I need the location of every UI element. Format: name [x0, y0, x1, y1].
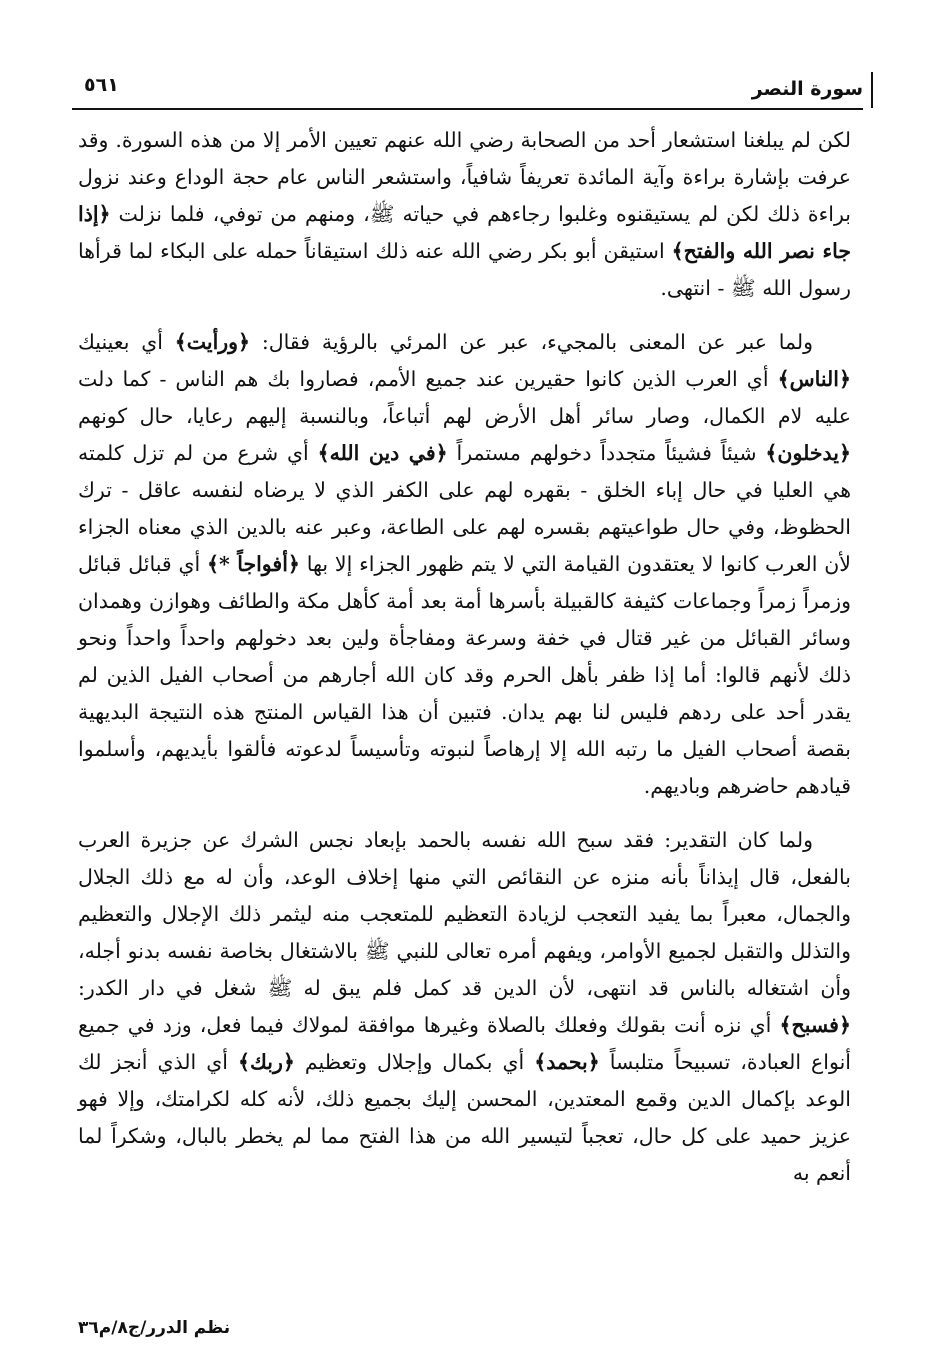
- page-header: [72, 68, 863, 110]
- paragraph: [78, 324, 851, 805]
- quran-quote: ﴿فسبح﴾: [779, 1013, 851, 1037]
- quran-quote: ﴿بحمد﴾: [534, 1050, 600, 1074]
- text-segment: أي بكمال وإجلال وتعظيم: [294, 1050, 535, 1074]
- text-segment: لكن لم يبلغنا استشعار أحد من الصحابة رضي الله عنهم تعيين الأمر إلا من هذه السورة. وقد عرفت بإشارة براءة وآية المائدة تعريفاً شافياً، واستشعر الناس عام حجة الوداع وعند نزول براءة ذلك لكن لم يستيقنوه وغلبوا رجاءهم في حياته ﷺ، ومنهم من توفي، فلما نزلت: [78, 128, 851, 226]
- text-segment: أي العرب الذين كانوا حقيرين عند جميع الأمم، فصاروا بك هم الناس - كما دلت عليه لام الكمال، وصار سائر أهل الأرض لهم أتباعاً، وبالنسبة إليهم رعايا، حال كونهم: [78, 367, 851, 428]
- text-segment: أي نزه أنت بقولك وفعلك بالصلاة وغيرها موافقة لمولاك فيما فعل، وزد في جميع أنواع العبادة، تسبيحاً متلبساً: [78, 1013, 851, 1074]
- quran-quote: ﴿أفواجاً *﴾: [207, 552, 300, 576]
- page-number: ٥٦١: [84, 74, 119, 96]
- text-segment: ولما عبر عن المعنى بالمجيء، عبر عن المرئي بالرؤية فقال:: [250, 330, 813, 354]
- text-segment: أي قبائل قبائل وزمراً زمراً وجماعات كثيفة كالقبيلة بأسرها أمة بعد أمة كأهل مكة والطائف وهوازن وهمدان وسائر القبائل من غير قتال في خفة وسرعة ومفاجأة ولين بعد دخولهم واحداً واحداً ونحو ذلك لأنهم قالوا: أما إذا ظفر بأهل الحرم وقد كان الله أجارهم من أصحاب الفيل الذين لم يقدر أحد على ردهم فليس لنا بهم يدان. فتبين أن هذا القياس المنتج هذه النتيجة البديهية بقصة أصحاب الفيل ما رتبه الله إلا إرهاصاً لنبوته وتأسيساً لدعوته فألقوا بأيديهم، وأسلموا قيادهم حاضرهم وباديهم.: [78, 552, 851, 798]
- text-segment: أي الذي أنجز لك الوعد بإكمال الدين وقمع المعتدين، المحسن إليك بجميع ذلك، لأنه كله لكرامتك، وإلا فهو عزيز حميد على كل حال، تعجباً لتيسير الله من هذا الفتح مما لم يخطر بالبال، وشكراً لما أنعم به: [78, 1050, 851, 1185]
- text-segment: شيئاً فشيئاً متجدداً دخولهم مستمراً: [447, 441, 766, 465]
- text-segment: أي بعينيك: [78, 330, 175, 354]
- quran-quote: ﴿ورأيت﴾: [174, 330, 251, 354]
- quran-quote: ﴿إذا جاء نصر الله والفتح﴾: [78, 202, 851, 263]
- text-segment: ولما كان التقدير: فقد سبح الله نفسه بالحمد بإبعاد نجس الشرك عن جزيرة العرب بالفعل، قال إيذاناً بأنه منزه عن النقائص التي منها إخلاف الوعد، وأن له مع ذلك الجلال والجمال، معبراً بما يفيد التعجب لزيادة التعظيم للمتعجب منه ليثمر ذلك الإجلال والتعظيم والتذلل والتقبل لجميع الأوامر، ويفهم أمره تعالى للنبي ﷺ بالاشتغال بخاصة نفسه بدنو أجله، وأن اشتغاله بالناس قد انتهى، لأن الدين قد كمل فلم يبق له ﷺ شغل في دار الكدر:: [78, 828, 851, 1000]
- footer-signature: نظم الدرر/ج٨/م٣٦: [78, 1318, 231, 1338]
- quran-quote: ﴿يدخلون﴾: [765, 441, 851, 465]
- quran-quote: ﴿الناس﴾: [777, 367, 851, 391]
- quran-quote: ﴿ربك﴾: [237, 1050, 295, 1074]
- text-segment: أي شرع من لم تزل كلمته هي العليا في حال إباء الخلق - بقهره لهم على الكفر الذي لا يرضاه لنفسه عاقل - ترك الحظوظ، وفي حال طواعيتهم بقسره لهم على الطاعة، وعبر عنه بالدين الذي معناه الجزاء لأن العرب كانوا لا يعتقدون القيامة التي لا يتم ظهور الجزاء إلا بها: [78, 441, 851, 576]
- body-text: [78, 122, 851, 1192]
- paragraph: [78, 822, 851, 1192]
- paragraph: [78, 122, 851, 307]
- surah-title: سورة النصر: [751, 78, 863, 100]
- quran-quote: ﴿في دين الله﴾: [317, 441, 448, 465]
- text-segment: استيقن أبو بكر رضي الله عنه ذلك استيقاناً حمله على البكاء لما قرأها رسول الله ﷺ - انتهى.: [78, 239, 851, 300]
